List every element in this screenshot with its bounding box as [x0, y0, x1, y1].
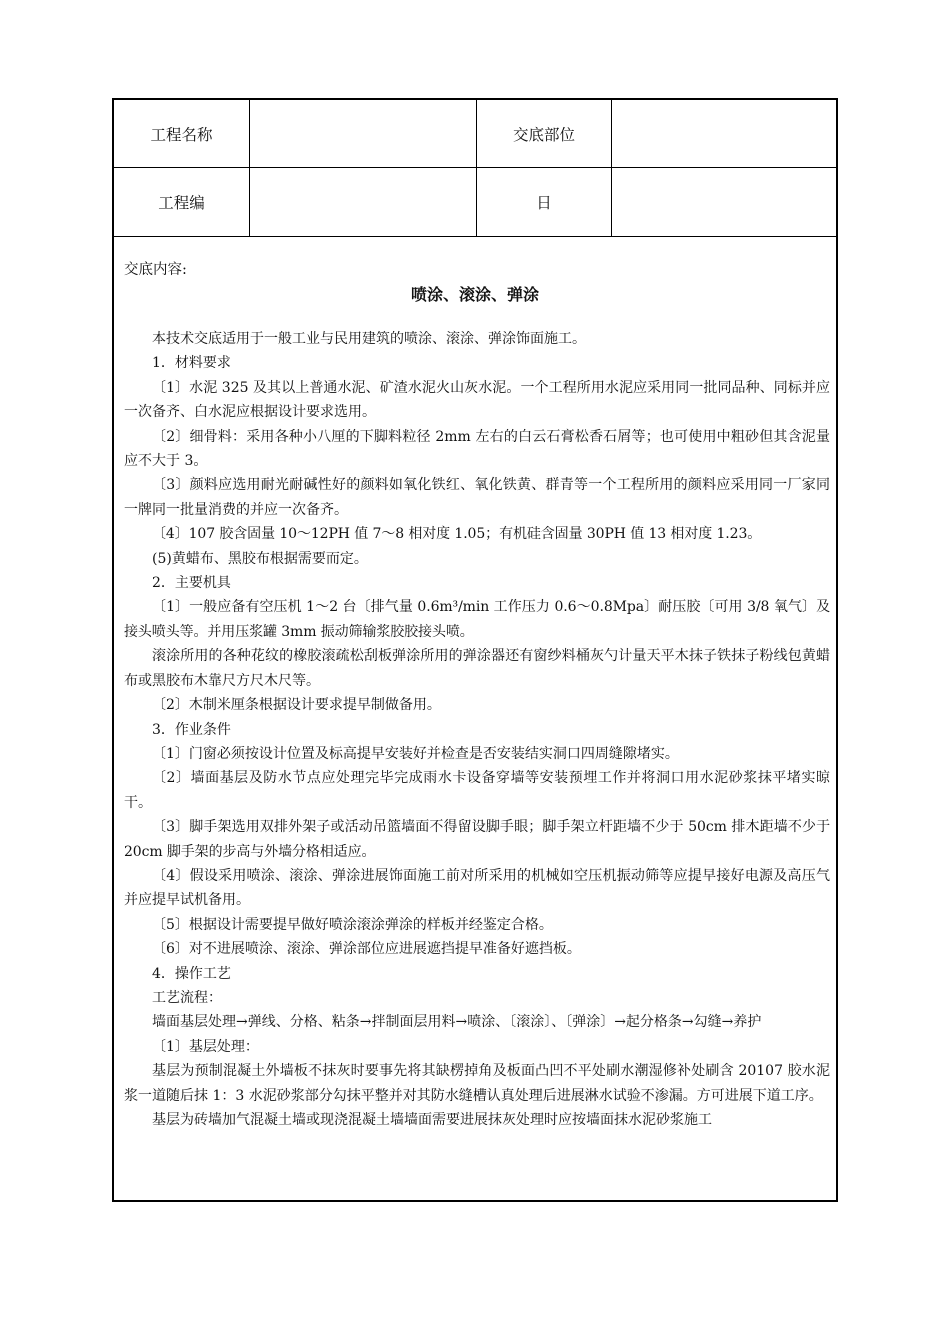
paragraph: 〔1〕基层处理：	[152, 1038, 259, 1055]
paragraph: 〔2〕细骨料：采用各种小八厘的下脚料粒径 2mm 左右的白云石膏松香石屑等；也可使用中粗砂但其含泥量应不大于 3。	[124, 428, 830, 470]
paragraph: 〔1〕水泥 325 及其以上普通水泥、矿渣水泥火山灰水泥。一个工程所用水泥应采用同一批同品种、同标并应一次备齐、白水泥应根据设计要求选用。	[124, 379, 830, 421]
paragraph: 基层为砖墙加气混凝土墙或现浇混凝土墙墙面需要进展抹灰处理时应按墙面抹水泥砂浆施工	[152, 1112, 712, 1128]
date-value	[612, 168, 836, 236]
disclosure-form	[112, 98, 838, 1202]
paragraph: 〔6〕对不进展喷涂、滚涂、弹涂部位应进展遮挡提早准备好遮挡板。	[152, 941, 581, 958]
paragraph: 本技术交底适用于一般工业与民用建筑的喷涂、滚涂、弹涂饰面施工。	[152, 331, 586, 347]
section-heading: 4．操作工艺	[152, 965, 231, 982]
location-value	[612, 100, 836, 167]
paragraph: 〔3〕颜料应选用耐光耐碱性好的颜料如氧化铁红、氧化铁黄、群青等一个工程所用的颜料应采用同一厂家同一牌同一批量消费的并应一次备齐。	[124, 477, 830, 518]
paragraph: 工艺流程：	[152, 989, 222, 1006]
date-label: 日	[477, 168, 612, 236]
project-name-value	[250, 100, 477, 167]
paragraph: 〔2〕木制米厘条根据设计要求提早制做备用。	[152, 697, 441, 714]
paragraph: 滚涂所用的各种花纹的橡胶滚疏松刮板弹涂所用的弹涂器还有窗纱料桶灰勺计量天平木抹子铁抹子粉线包黄蜡布或黑胶布木靠尺方尺木尺等。	[124, 648, 830, 689]
paragraph: 〔4〕假设采用喷涂、滚涂、弹涂进展饰面施工前对所采用的机械如空压机振动筛等应提早接好电源及高压气并应提早试机备用。	[124, 867, 830, 909]
paragraph: 〔3〕脚手架选用双排外架子或活动吊篮墙面不得留设脚手眼；脚手架立杆距墙不少于 50cm 排木距墙不少于 20cm 脚手架的步高与外墙分格相适应。	[124, 819, 830, 860]
section-heading: 1．材料要求	[152, 355, 231, 372]
paragraph: 基层为预制混凝土外墙板不抹灰时要事先将其缺楞掉角及板面凸凹不平处刷水潮湿修补处刷含 20107 胶水泥浆一道随后抹 1：3 水泥砂浆部分勾抹平整并对其防水缝槽认真处理后进展淋水试验不渗漏。方可进展下道工序。	[124, 1063, 830, 1104]
paragraph: 〔1〕一般应备有空压机 1～2 台〔排气量 0.6m³/min 工作压力 0.6～0.8Mpa〕耐压胶〔可用 3/8 氧气〕及接头喷头等。并用压浆罐 3mm 振动筛输浆胶胶接头喷。	[124, 599, 830, 640]
header-row-1	[114, 100, 836, 168]
paragraph: 〔1〕门窗必须按设计位置及标高提早安装好并检查是否安装结实洞口四周缝隙堵实。	[152, 745, 679, 762]
paragraph: 〔2〕墙面基层及防水节点应处理完毕完成雨水卡设备穿墙等安装预埋工作并将洞口用水泥砂浆抹平堵实晾干。	[124, 770, 830, 811]
header-row-2	[114, 168, 836, 237]
body-text	[124, 327, 830, 1132]
process-flow: 墙面基层处理→弹线、分格、粘条→拌制面层用料→喷涂、〔滚涂〕、〔弹涂〕→起分格条→勾缝→养护	[152, 1014, 762, 1031]
project-name-label: 工程名称	[114, 100, 250, 167]
content-label: 交底内容:	[124, 262, 187, 278]
document-title: 喷涂、滚涂、弹涂	[410, 285, 539, 304]
section-heading: 3．作业条件	[152, 721, 231, 738]
location-label: 交底部位	[477, 100, 612, 167]
paragraph: 〔5〕根据设计需要提早做好喷涂滚涂弹涂的样板并经鉴定合格。	[152, 916, 553, 933]
section-heading: 2．主要机具	[152, 575, 231, 592]
disclosure-content	[114, 238, 836, 1198]
project-number-value	[250, 168, 477, 236]
paragraph: 〔4〕107 胶含固量 10～12PH 值 7～8 相对度 1.05；有机硅含固量 30PH 值 13 相对度 1.23。	[152, 526, 762, 543]
project-number-label: 工程编	[114, 168, 250, 236]
paragraph: (5)黄蜡布、黑胶布根据需要而定。	[152, 550, 368, 567]
